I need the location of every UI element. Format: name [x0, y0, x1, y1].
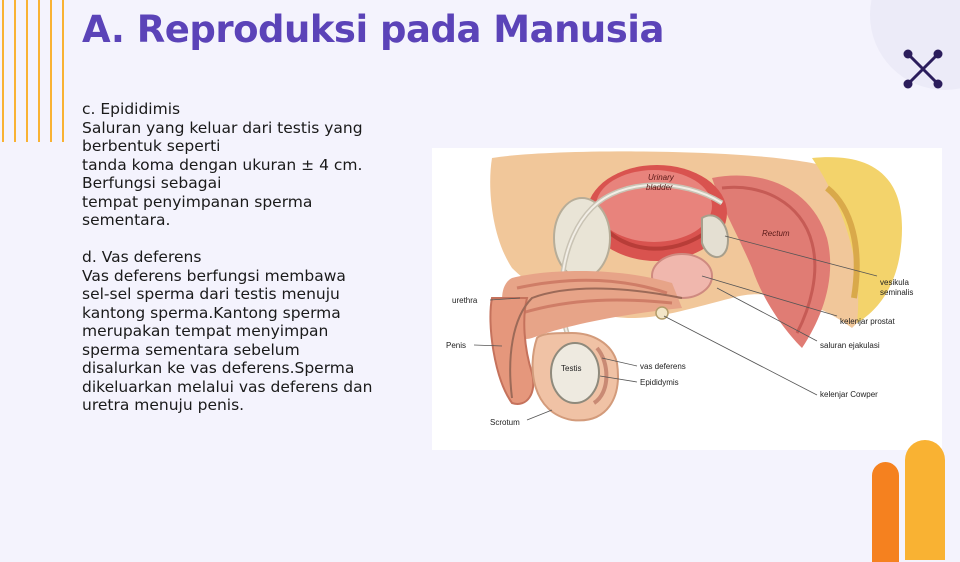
vas-deferens-line: merupakan tempat menyimpan [82, 322, 329, 340]
decorative-bar-yellow [905, 440, 945, 560]
vas-deferens-line: kantong sperma.Kantong sperma [82, 303, 341, 322]
epididimis-line: Saluran yang keluar dari testis yang [82, 118, 363, 137]
vas-deferens-line: dikeluarkan melalui vas deferens dan [82, 377, 373, 396]
vas-deferens-line: Vas deferens berfungsi membawa [82, 266, 346, 285]
epididimis-line: tempat penyimpanan sperma [82, 192, 313, 211]
anatomy-illustration [432, 148, 942, 450]
vas-deferens-line: sperma sementara sebelum [82, 340, 300, 359]
epididimis-line: berbentuk seperti [82, 137, 221, 155]
epididimis-heading: c. Epididimis [82, 100, 181, 118]
decorative-stripes [0, 0, 80, 142]
label-epididymis: Epididymis [640, 378, 679, 387]
label-testis: Testis [561, 364, 582, 373]
epididimis-line: tanda koma dengan ukuran ± 4 cm. [82, 155, 363, 174]
label-scrotum: Scrotum [490, 418, 520, 427]
reproductive-anatomy-diagram [432, 148, 942, 450]
body-text [82, 100, 422, 415]
vas-deferens-heading: d. Vas deferens [82, 248, 202, 266]
vas-deferens-line: sel-sel sperma dari testis menuju [82, 285, 340, 303]
label-kelenjar-cowper: kelenjar Cowper [820, 390, 878, 399]
vas-deferens-line: disalurkan ke vas deferens.Sperma [82, 359, 355, 377]
vas-deferens-line: uretra menuju penis. [82, 396, 245, 414]
epididimis-line: Berfungsi sebagai [82, 174, 222, 192]
label-rectum: Rectum [762, 229, 790, 238]
label-urethra: urethra [452, 296, 478, 305]
label-vas-deferens: vas deferens [640, 362, 686, 371]
slide-title: A. Reproduksi pada Manusia [82, 8, 664, 51]
label-vesikula: vesikula [880, 278, 909, 287]
epididimis-line: sementara. [82, 211, 171, 229]
network-icon [900, 46, 946, 92]
label-seminalis: seminalis [880, 288, 914, 297]
label-kelenjar-prostat: kelenjar prostat [840, 317, 895, 326]
label-penis: Penis [446, 341, 467, 350]
label-bladder: bladder [646, 183, 673, 192]
label-urinary: Urinary [648, 173, 674, 182]
label-saluran-ejakulasi: saluran ejakulasi [820, 341, 880, 350]
decorative-bar-orange [872, 462, 899, 562]
